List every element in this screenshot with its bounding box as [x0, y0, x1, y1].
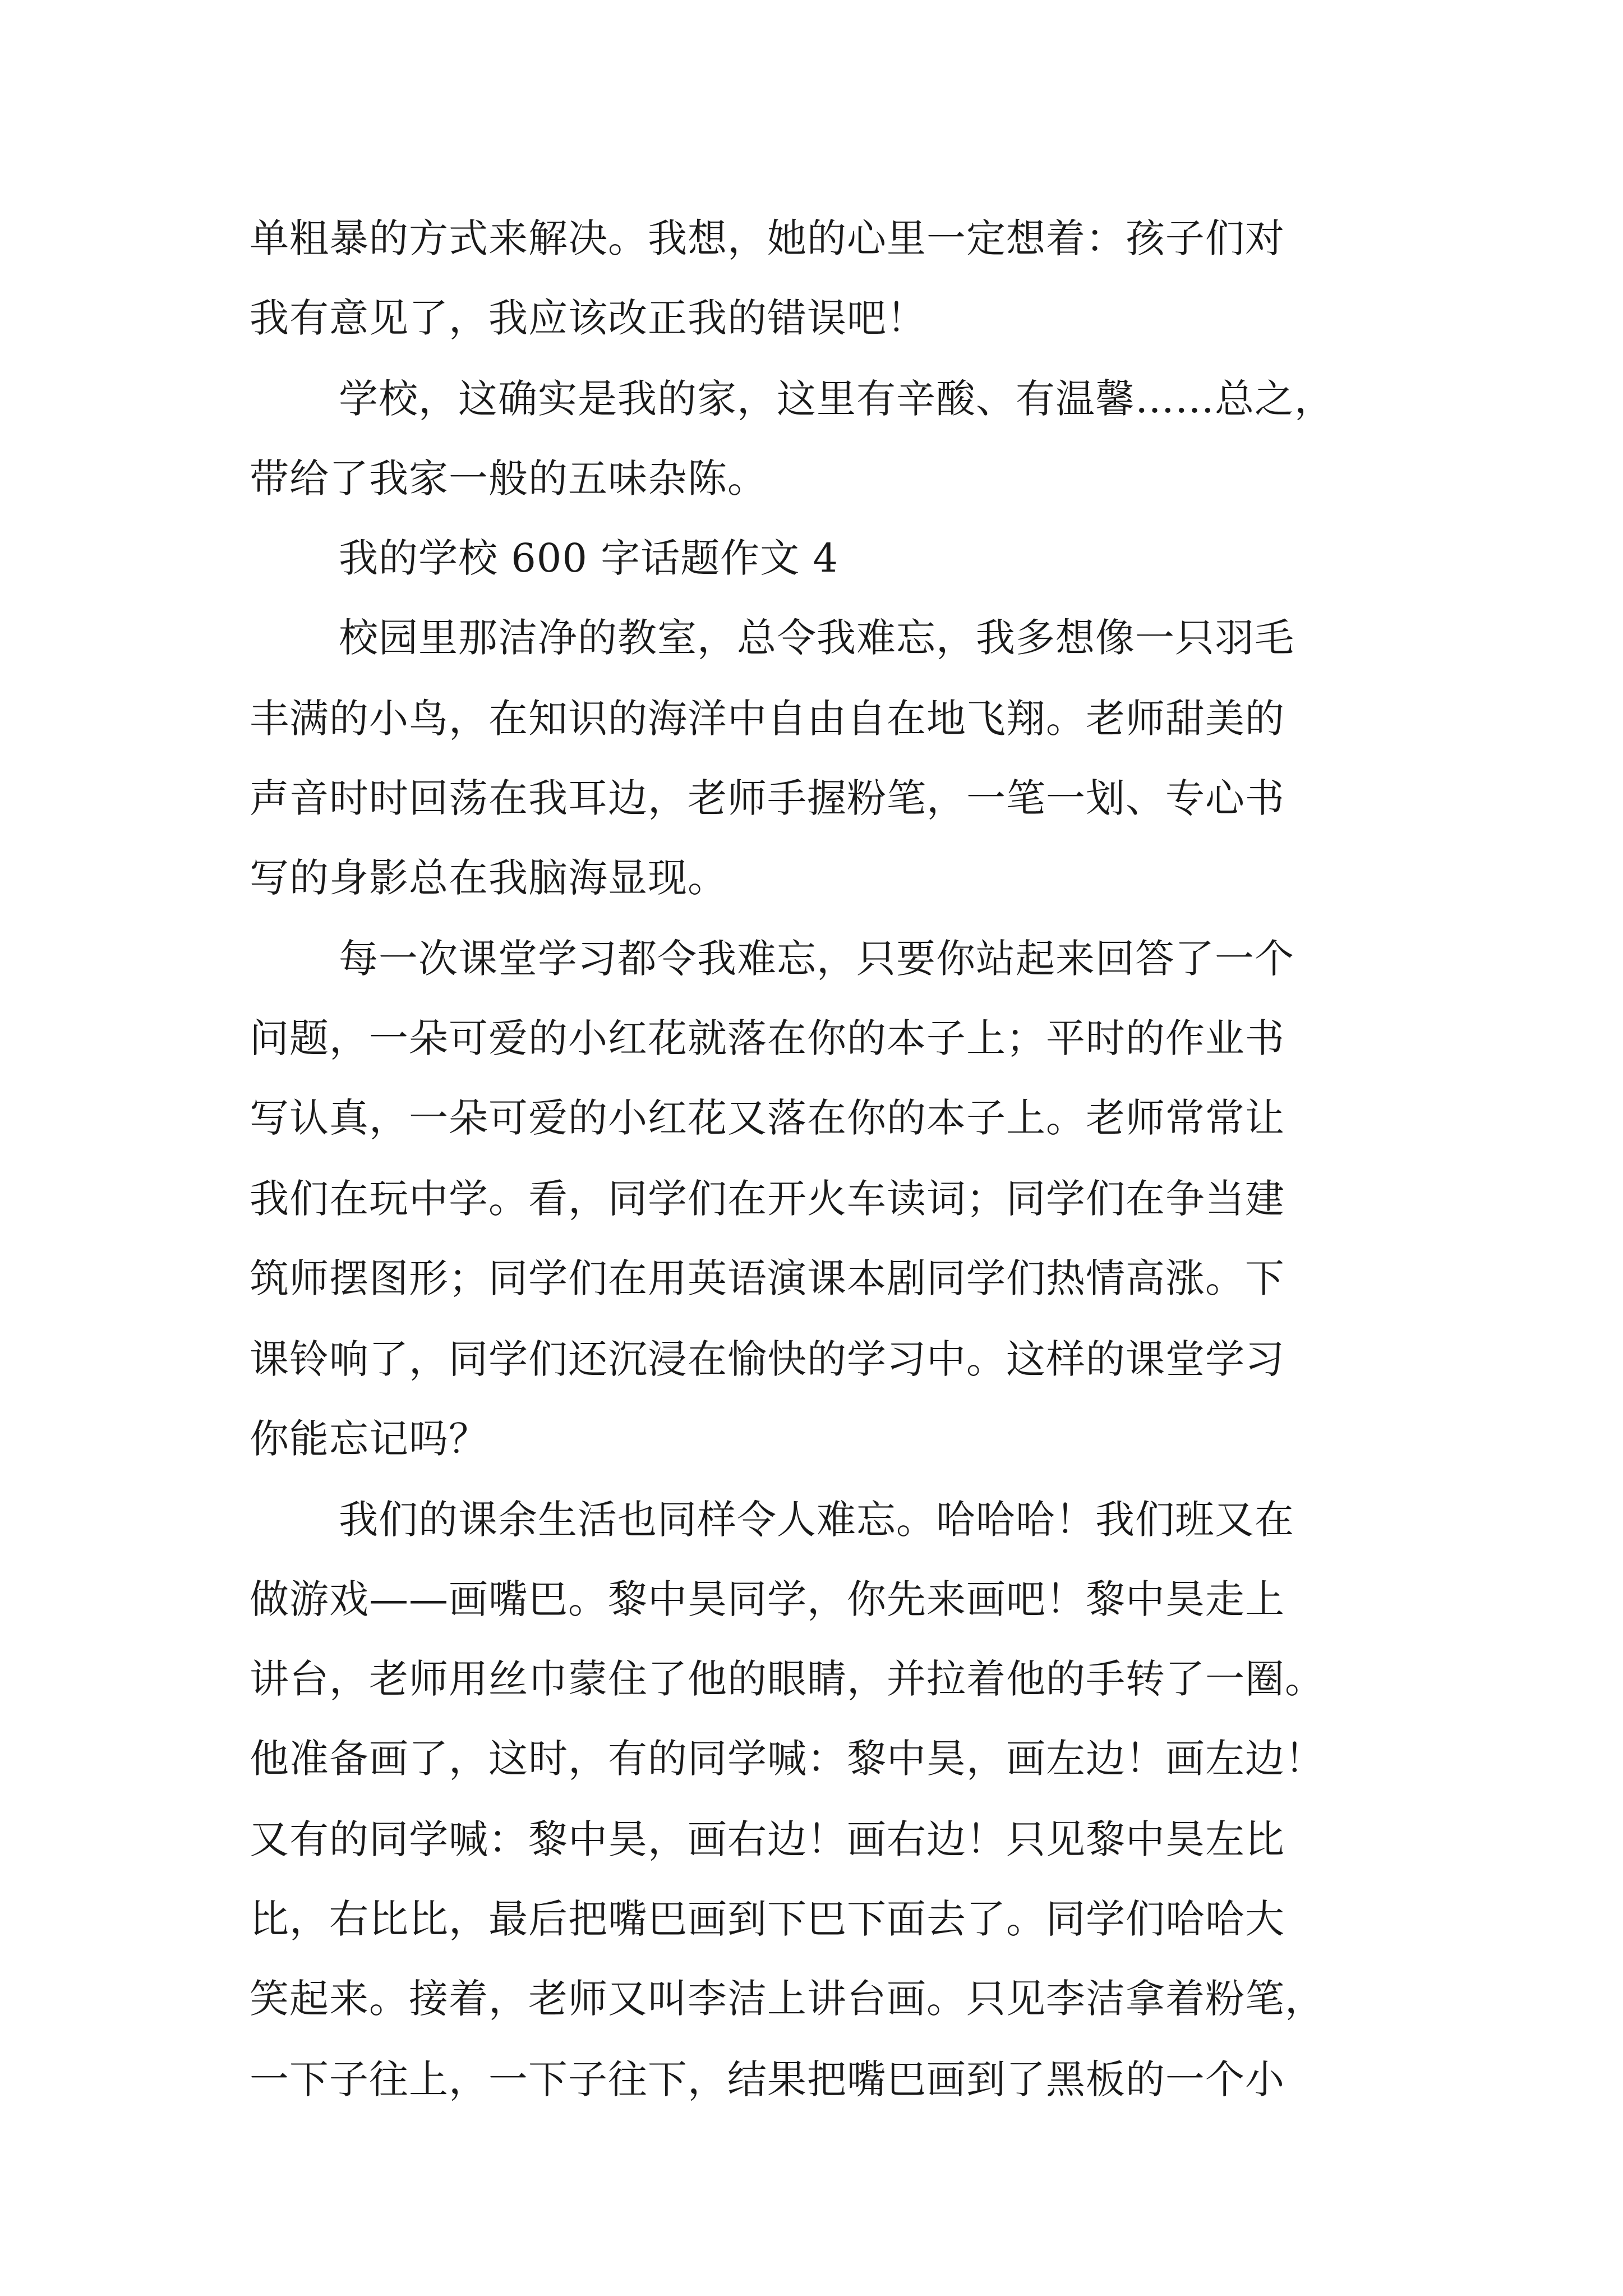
text-line: 带给了我家一般的五味杂陈。: [250, 455, 767, 501]
text-line: 他准备画了，这时，有的同学喊：黎中昊，画左边！画左边！: [250, 1736, 1325, 1782]
text-line: 笑起来。接着，老师又叫李洁上讲台画。只见李洁拿着粉笔，: [250, 1976, 1325, 2022]
section-heading: 我的学校 600 字话题作文 4: [339, 535, 838, 581]
text-line: 写的身影总在我脑海显现。: [250, 855, 727, 901]
text-line: 做游戏——画嘴巴。黎中昊同学，你先来画吧！黎中昊走上: [250, 1576, 1285, 1622]
text-line: 讲台，老师用丝巾蒙住了他的眼睛，并拉着他的手转了一圈。: [250, 1656, 1325, 1702]
text-line: 问题，一朵可爱的小红花就落在你的本子上；平时的作业书: [250, 1015, 1285, 1061]
text-line: 单粗暴的方式来解决。我想，她的心里一定想着：孩子们对: [250, 215, 1285, 261]
text-line: 校园里那洁净的教室，总令我难忘，我多想像一只羽毛: [339, 615, 1294, 661]
text-line: 声音时时回荡在我耳边，老师手握粉笔，一笔一划、专心书: [250, 775, 1285, 821]
text-line: 学校，这确实是我的家，这里有辛酸、有温馨……总之，: [339, 376, 1334, 422]
text-line: 筑师摆图形；同学们在用英语演课本剧同学们热情高涨。下: [250, 1255, 1285, 1301]
text-line: 又有的同学喊：黎中昊，画右边！画右边！只见黎中昊左比: [250, 1816, 1285, 1862]
text-line: 你能忘记吗？: [250, 1416, 488, 1462]
text-line: 我有意见了，我应该改正我的错误吧！: [250, 295, 926, 341]
text-line: 课铃响了，同学们还沉浸在愉快的学习中。这样的课堂学习: [250, 1336, 1285, 1382]
text-line: 一下子往上，一下子往下，结果把嘴巴画到了黑板的一个小: [250, 2056, 1285, 2102]
text-line: 每一次课堂学习都令我难忘，只要你站起来回答了一个: [339, 936, 1294, 982]
text-line: 丰满的小鸟，在知识的海洋中自由自在地飞翔。老师甜美的: [250, 696, 1285, 742]
text-line: 比，右比比，最后把嘴巴画到下巴下面去了。同学们哈哈大: [250, 1896, 1285, 1942]
text-line: 写认真，一朵可爱的小红花又落在你的本子上。老师常常让: [250, 1095, 1285, 1141]
text-line: 我们在玩中学。看，同学们在开火车读词；同学们在争当建: [250, 1176, 1285, 1222]
text-line: 我们的课余生活也同样令人难忘。哈哈哈！我们班又在: [339, 1497, 1294, 1543]
